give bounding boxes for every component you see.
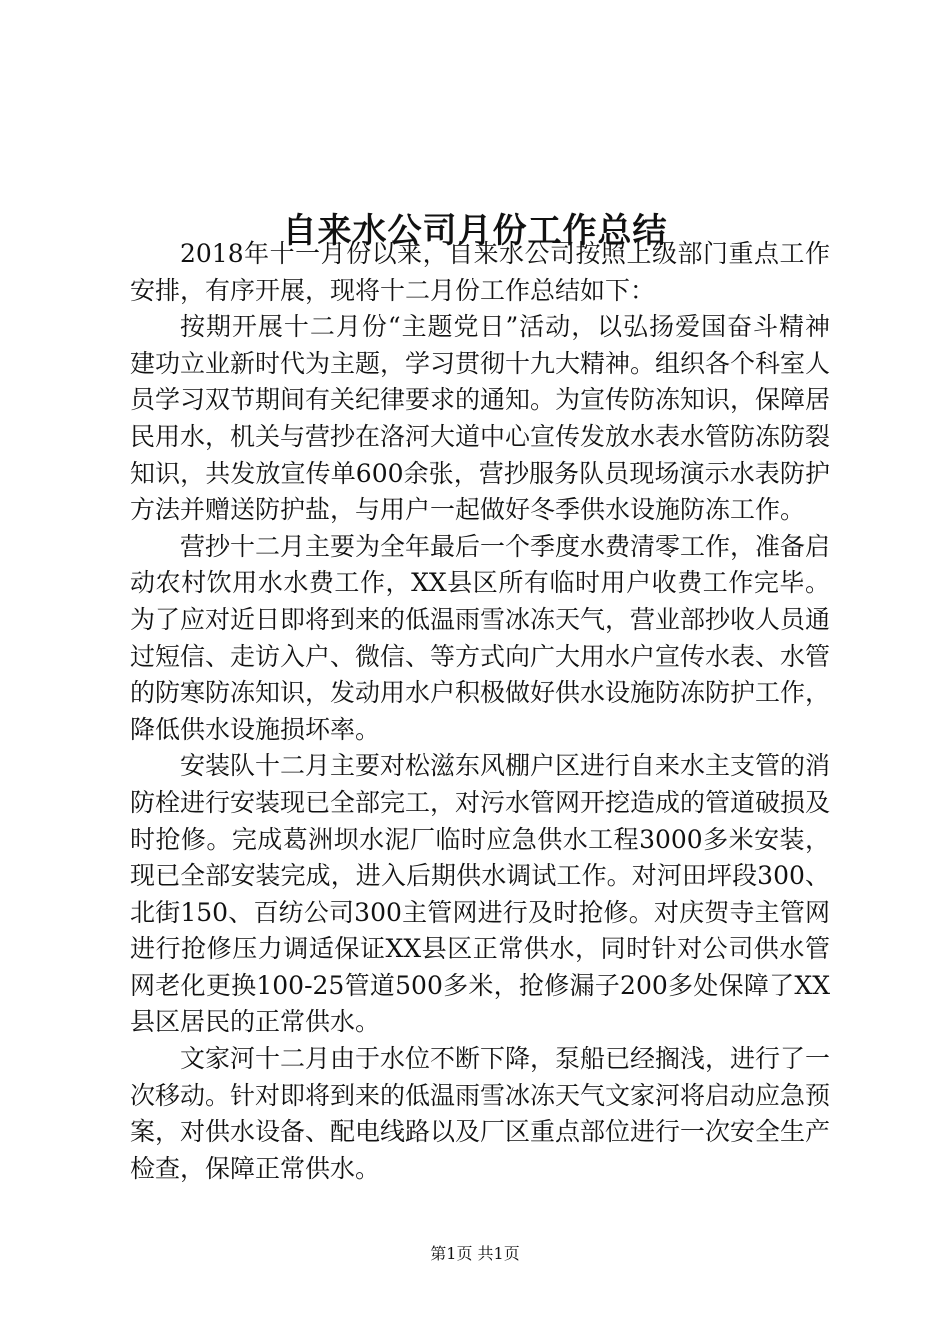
paragraph-party-day: 按期开展十二月份“主题党日”活动，以弘扬爱国奋斗精神建功立业新时代为主题，学习贯彻十九大精神。组织各个科室人员学习双节期间有关纪律要求的通知。为宣传防冻知识，保障居民用水，机关与营抄在洛河大道中心宣传发放水表水管防冻防裂知识，共发放宣传单600余张，营抄服务队员现场演示水表防护方法并赠送防护盐，与用户一起做好冬季供水设施防冻工作。	[130, 312, 831, 525]
paragraph-installation: 安装队十二月主要对松滋东风棚户区进行自来水主支管的消防栓进行安装现已全部完工，对污水管网开挖造成的管道破损及时抢修。完成葛洲坝水泥厂临时应急供水工程3000多米安装，现已全部安装完成，进入后期供水调试工作。对河田坪段300、北街150、百纺公司300主管网进行及时抢修。对庆贺寺主管网进行抢修压力调适保证XX县区正常供水，同时针对公司供水管网老化更换100-25管道500多米，抢修漏子200多处保障了XX县区居民的正常供水。	[130, 751, 831, 1037]
paragraph-billing: 营抄十二月主要为全年最后一个季度水费清零工作，准备启动农村饮用水水费工作，XX县区所有临时用户收费工作完毕。为了应对近日即将到来的低温雨雪冰冻天气，营业部抄收人员通过短信、走访入户、微信、等方式向广大用水户宣传水表、水管的防寒防冻知识，发动用水户积极做好供水设施防冻防护工作，降低供水设施损坏率。	[130, 531, 831, 744]
paragraph-wenjiahe: 文家河十二月由于水位不断下降，泵船已经搁浅，进行了一次移动。针对即将到来的低温雨雪冰冻天气文家河将启动应急预案，对供水设备、配电线路以及厂区重点部位进行一次安全生产检查，保障正常供水。	[130, 1044, 831, 1183]
document-body	[130, 236, 830, 1187]
page-footer: 第1页 共1页	[430, 1244, 520, 1263]
document-title: 自来水公司月份工作总结	[282, 210, 668, 251]
paragraph-intro: 2018年十一月份以来，自来水公司按照上级部门重点工作安排，有序开展，现将十二月份工作总结如下：	[130, 239, 830, 305]
